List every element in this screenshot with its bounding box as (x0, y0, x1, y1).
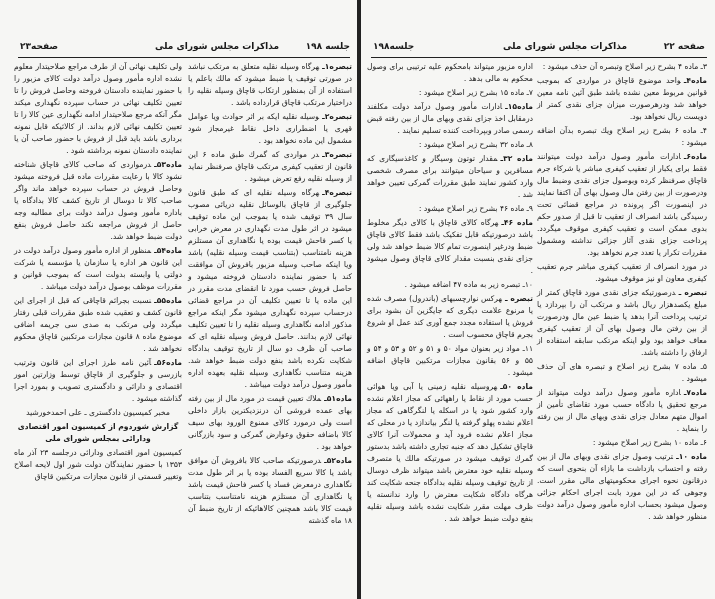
article-label: ماده۵۱ـ (324, 394, 352, 403)
paragraph (367, 293, 533, 341)
paragraph-text: ۵ـ ماده ۷ بشرح زیر اصلاح و تبصره های آن حذف میشود . (537, 362, 708, 383)
paragraph (14, 159, 182, 243)
article-label: تبصره ـ (678, 288, 707, 297)
page-header (373, 40, 705, 56)
paragraph-text: ملاك تعیین قیمت در مورد مال از بین رفته بهای عمده فروشی آن درنزدیکترین بازار داخلی است ولی درمورد کالای ممنوع الورود بهای سیف کالا باضافه حقوق وعوارض گمرکی و سود بازرگانی خواهد بود . (188, 394, 352, 451)
text-column-right (188, 61, 352, 529)
article-label: ماده۷ـ (683, 388, 707, 397)
paragraph (537, 261, 707, 285)
paragraph-text: واحد موضوع قاچاق در مواردی که بموجب قوانین مربوط معین نشده باشد طبق آئین نامه معین خواهد شد ودرهرصورت میزان جزای نقدی کمتر از دویست ریال نخواهد بود. (537, 76, 707, 121)
paragraph-text: گزارش شوردوم از کمیسیون امور اقتصادی ودارائی بمجلس شورای ملی (17, 422, 179, 443)
right-page (361, 0, 715, 599)
paragraph-text: هروسیله نقلیه زمینی یا آبی ویا هوائی حسب مورد از نقاط یا راههائی که مجاز اعلام نشده وارد کشور شود یا در اسکله یا لنگرگاهی که مجاز اعلام نشده پهلو گرفته یا لنگر بیاندازد یا در محلی که مجاز اعلام نشده فرود آید و محمولات آنرا کالای قاچاق تشکیل دهد که جنبه تجاری داشته باشد بدستور گمرك توقیف میشود در صورتیکه مالك یا متصرف وسیله نقلیه خود معترض باشد میتواند ظرف دوسال از تاریخ توقیف وسیله نقلیه بدادگاه جنحه شکایت کند هرگاه دادگاه شکایت معترض را وارد ندانسته یا ظرف مهلت مقرر شکایت نشده باشد وسیله نقلیه بنفع دولت ضبط خواهد شد . (367, 382, 533, 523)
article-label: تبصره۱ـ (322, 62, 352, 71)
paragraph (367, 139, 533, 151)
paragraph-text: ولی تکلیف نهائی آن از طرف مراجع صلاحیتدار معلوم نشده اداره مأمور وصول درآمد دولت کالای مزبور را با حضور نماینده دادستان فروخته وحاصل فروش را تا تعیین تکلیف نهائی در حساب سپرده نگهداری میکند مگر آنکه مرجع صلاحیتدار ادامه نگهداری عین کالا را تا تعیین تکلیف نهائی لازم بداند. از کالائیکه قابل نمونه برداری باشد باید قبل از فروش با حضور صاحب آن یا نماینده دادستان نمونه برداشته شود . (14, 62, 182, 155)
paragraph (188, 61, 352, 109)
article-label: ماده ۴۶ـ (501, 218, 533, 227)
paragraph-text: هرگاه کالای قاچاق با کالای دیگر مخلوط باشد درصورتیکه قابل تفکیک باشد فقط کالای قاچاق ضبط ودرغیر اینصورت تمام کالا ضبط خواهد شد ولی جزای نقدی بنسبت مقدار کالای قاچاق وصول میشود . (367, 218, 533, 275)
paragraph-text: درصورتیکه جزای نقدی مورد قاچاق کمتر از مبلغ یکصدهزار ریال باشد و مرتکب آن را بپردازد یا ترتیب پرداخت آنرا بدهد یا ضبط عین مال ودرصورت از بین رفتن مال وصول بهای آن از تعقیب کیفری معاف خواهد بود ولو اینکه مرتکب سابقه استفاده از ارفاق را داشته باشد. (537, 288, 707, 357)
paragraph-text: ۱۰ـ تبصره زیر به ماده ۴۷ اضافه میشود . (404, 280, 533, 289)
session-number: جلسه۱۹۸ (373, 42, 415, 52)
article-label: ماده ۱۰ـ (676, 452, 707, 461)
paragraph (14, 447, 182, 483)
paragraph-text: هرگاه وسیله نقلیه ای که طبق قانون جلوگیری از قاچاق بالوسائل نقلیه دریائی مصوب سال ۳۹ توقیف شده یا بموجب این ماده توقیف میشود در اثر طول مدت نگهداری در معرض خرابی یا کسر فاحش قیمت بوده یا نگاهداری آن مستلزم هزینه نامتناسب (بتناسب قیمت وسیله نقلیه) باشد ویا اینکه صاحب وسیله مزبور بافروش آن موافقت کند با حضور نماینده دادستان فروخته میشود و حاصل فروش حسب مورد تا انقضای مدت مقرر در این ماده یا تا تعیین تکلیف آن در مراجع قضائی درحساب سپرده نگهداری میشود مگر اینکه مراجع مذکور ادامه نگاهداری وسیله نقلیه را تا تعیین تکلیف نهائی لازم بدانند. حاصل فروش وسیله نقلیه ای که صاحب آن ظرف دو سال از تاریخ توقیف بدادگاه شکایت نکرده باشد بنفع دولت ضبط خواهد شد. هزینه متناسب نگاهداری وسیله نقلیه بعهده اداره مأمور وصول درآمد دولت میباشد . (188, 188, 352, 389)
paragraph (537, 61, 707, 73)
paragraph-text: ۹ـ ماده ۴۶ بشرح زیر اصلاح میشود : (418, 204, 533, 213)
paragraph-text: ۱۱ـ مواد زیر بعنوان مواد ۵۰ و ۵۱ و ۵۲ و ۵۳ و ۵۴ و ۵۵ و ۵۶ بقانون مجازات مرتکبین قاچاق اضافه میشود . (367, 344, 534, 377)
paragraph-text: در مورد انصراف از تعقیب کیفری مباشر جرم تعقیب کیفری معاون او نیز موقوف میشود. (537, 262, 707, 283)
paragraph (367, 217, 533, 277)
article-label: ماده۵۴ـ (154, 246, 182, 255)
paragraph (367, 203, 533, 215)
article-label: ماده۵۵ـ (154, 296, 182, 305)
paragraph (14, 357, 182, 405)
paragraph (14, 245, 182, 293)
paragraph (537, 125, 707, 149)
paragraph (188, 187, 352, 391)
paragraph-text: هرکس نوارچسبهای (باندرول) مصرف شده یا مرنوع علامت دیگری که جایگزین آن بشود برای فروش یا استفاده مجدد جمع آوری کند عمل او شروع بجرم قاچاق محسوب است . (367, 294, 533, 339)
page-number: صفحه ۲۲ (663, 42, 705, 52)
paragraph (188, 393, 352, 453)
paragraph-text: ترتیب وصول جزای نقدی وبهای مال از بین رفته و احتساب بازداشت ما بازاء آن بنحوی است که درقانون نحوه اجرای محکومیتهای مالی مقرر است. وجوهی که در این مورد بابت اجرای احکام جزائی وصول میشود بحساب اداره مأمور وصول درآمد دولت منظور خواهد شد . (537, 452, 707, 521)
paragraph (537, 287, 707, 359)
paragraph-text: نسبت بجرائم قاچاقی که قبل از اجرای این قانون کشف و تعقیب شده طبق مقررات قبلی رفتار میگردد ولی مرتکب به صدی سی جریمه اضافی موضوع ماده ۸ قانون مجازات مرتکبین قاچاق محکوم نخواهد شد . (14, 296, 182, 353)
publication-title: مذاکرات مجلس شورای ملی (155, 42, 280, 52)
paragraph-text: آئین نامه طرز اجرای این قانون وترتیب بازرسی و جلوگیری از قاچاق توسط وزارتین امور اقتصادی و دارائی و دادگستری تصویب و بمورد اجرا گذاشته میشود . (14, 358, 182, 403)
paragraph-text: مخبر کمیسیون دادگستری ـ علی احمدخورشید (26, 408, 170, 417)
paragraph-text: هرگاه وسیله نقلیه متعلق به مرتکب نباشد در صورتی توقیف یا ضبط میشود که مالك باعلم یا استفاده از آن بمنظور ارتکاب قاچاق وسیله نقلیه را دراختیار مرتکب قاچاق قرارداده باشد . (188, 62, 352, 107)
paragraph-text: در مواردی که گمرك طبق ماده ۶ این قانون از تعقیب کیفری مرتکب قاچاق صرفنظر نماید از وسیله نقلیه رفع تعرض میشود . (188, 150, 352, 183)
paragraph-text: اداره مأمور وصول درآمد دولت میتواند از مرجع تحقیق یا دادگاه حسب مورد تقاضای تأمین از اموال متهم معادل جزای نقدی وبهای مال از بین رفته را بنماید . (537, 388, 707, 433)
article-label: تبصره۳ـ (322, 150, 353, 159)
paragraph-text: ۸ـ ماده ۳۲ بشرح زیر اصلاح میشود : (418, 140, 533, 149)
article-label: ماده ۵۰ـ (500, 382, 533, 391)
article-label: ماده۶ـ (683, 152, 707, 161)
article-label: ماده۵۲ـ (324, 456, 352, 465)
text-column-left (367, 61, 533, 527)
paragraph (14, 295, 182, 355)
paragraph (537, 437, 707, 449)
paragraph (537, 387, 707, 435)
paragraph (367, 381, 533, 525)
paragraph (367, 153, 533, 201)
paragraph (188, 149, 352, 185)
paragraph (367, 279, 533, 291)
paragraph (367, 343, 533, 379)
paragraph-text: وسیله نقلیه ایکه بر اثر حوادث ویا عوامل قهری یا اضطراری داخل نقاط غیرمجاز شود مشمول این ماده نخواهد بود . (188, 112, 352, 145)
paragraph (188, 111, 352, 147)
article-label: ماده ۳۲ـ (500, 154, 533, 163)
paragraph-text: درمواردی که صاحب کالای قاچاق شناخته نشود کالا با رعایت مقررات ماده قبل فروخته میشود وحاصل فروش در حساب سپرده خواهد ماند واگر صاحب کالا تا دوسال از تاریخ کشف کالا بدادگاه یا باداره مأمور وصول درآمد دولت برای مطالبه وجه حاصل از فروش مراجعه نکند حاصل فروش بنفع دولت ضبط خواهد شد. (14, 160, 182, 241)
paragraph (367, 87, 533, 99)
text-column-left (14, 61, 182, 485)
header-rule (18, 57, 350, 58)
page-header (20, 40, 350, 56)
paragraph-text: ۷ـ ماده ۱۵ بشرح زیر اصلاح میشود : (418, 88, 533, 97)
publication-title: مذاکرات مجلس شورای ملی (503, 42, 628, 52)
paragraph-text: ادارات مأمور وصول درآمد دولت مکلفند درمقابل اخذ جزای نقدی وبهای مال از بین رفته قبض رسمی صادر وبپرداخت کننده تسلیم نمایند . (367, 102, 533, 135)
article-label: تبصره ـ (504, 294, 533, 303)
paragraph-text: ۴ـ ماده ۶ بشرح زیر اصلاح ویك تبصره بدآن اضافه میشود : (537, 126, 707, 147)
section-heading (14, 421, 182, 445)
paragraph-text: منظور از اداره مأمور وصول درآمد دولت در این قانون هر اداره یا سازمان یا مؤسسه یا شرکت دولتی یا وابسته بدولت است که بموجب قوانین و مقررات موظف بوصول درآمد دولت میباشد . (14, 246, 182, 291)
paragraph-text: ۳ـ ماده ۴ بشرح زیر اصلاح وتبصره آن حذف میشود : (542, 62, 707, 71)
paragraph (537, 361, 707, 385)
page-number: صفحه۲۳ (20, 42, 59, 52)
paragraph-text: اداره مزبور میتواند بامحکوم علیه ترتیبی برای وصول محکوم به مالی بدهد . (367, 62, 533, 83)
article-label: تبصره۴ـ (322, 188, 352, 197)
session-number: جلسه ۱۹۸ (305, 42, 350, 52)
paragraph (537, 151, 707, 259)
paragraph (14, 61, 182, 157)
article-label: ماده۵۳ـ (154, 160, 182, 169)
article-label: ماده۱۵ـ (505, 102, 533, 111)
article-label: تبصره۲ـ (322, 112, 352, 121)
paragraph (367, 101, 533, 137)
paragraph (367, 61, 533, 85)
article-label: ماده۵۶ـ (154, 358, 182, 367)
article-label: ماده۴ـ (683, 76, 707, 85)
paragraph-text: درصورتیکه صاحب کالا بافروش آن موافق باشد یا کالا سریع الفساد بوده یا بر اثر طول مدت نگاهداری درمعرض فساد یا کسر فاحش قیمت باشد یا نگاهداری آن مستلزم هزینه نامتناسب بتناسب قیمت کالا باشد همچنین کالاهائیکه از تاریخ ضبط آن ۱۸ ماه گذشته (188, 456, 352, 525)
paragraph-text: مقدار توتون وسیگار و کاغذسیگاری که مسافرین و سیاحان میتوانند برای مصرف شخصی وارد کشور نمایند طبق مقررات گمرکی تعیین خواهد شد . (367, 154, 533, 199)
paragraph-text: ۶ـ ماده ۱۰ بشرح زیر اصلاح میشود : (592, 438, 707, 447)
header-rule (371, 57, 707, 58)
paragraph-text: کمیسیون امور اقتصادی ودارائی درجلسه ۲۳ آذر ماه ۱۳۵۳ با حضور نمایندگان دولت شور اول لایحه اصلاح وتغییر قسمتی از قانون مجازات مرتکبین قاچاق (14, 448, 182, 481)
paragraph (537, 451, 707, 523)
signature-line (14, 407, 182, 419)
paragraph-text: ادارات مأمور وصول درآمد دولت میتوانند فقط برای یکبار از تعقیب کیفری مباشر یا شرکاء جرم قاچاق صرفنظر کرده وبوصول جزای نقدی وضبط مال ودرصورت از بین رفتن مال وصول بهای آن اکتفا نمایند در اینصورت اگر پرونده در مراجع قضائی تحت رسیدگی باشد انصراف از تعقیب تا قبل از صدور حکم بدوی ممکن است و تعقیب کیفری موقوف میگردد. پرداخت جزای نقدی آثار جزائی نداشته ومشمول مقررات تکرار یا تعدد جرم نخواهد بود. (537, 152, 707, 257)
text-column-right (537, 61, 707, 525)
paragraph (188, 455, 352, 527)
paragraph (537, 75, 707, 123)
